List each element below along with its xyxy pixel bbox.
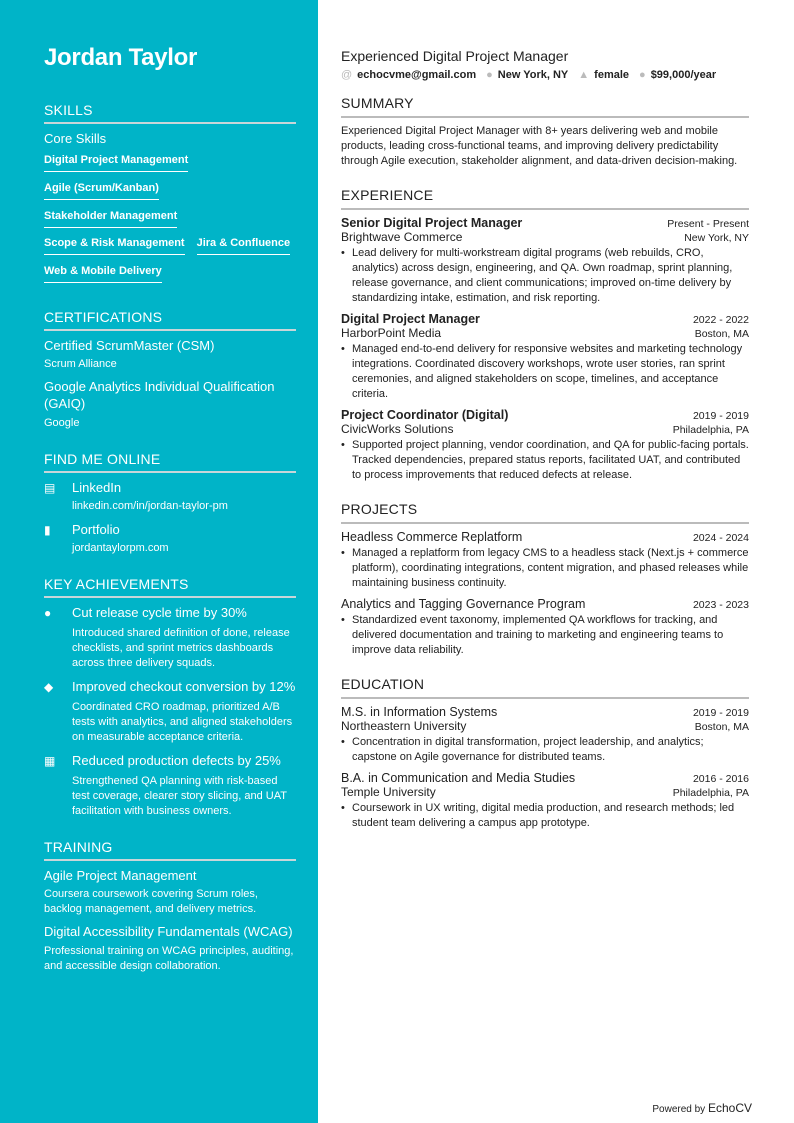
experience-item <box>341 312 749 402</box>
job-title: Project Coordinator (Digital) <box>341 408 509 422</box>
education-heading: EDUCATION <box>341 676 749 699</box>
job-bullet: • Supported project planning, vendor coordination, and QA for public-facing portals. Tracked dependencies, prepared status reports, facilitated UAT, and contributed to process improvements that reduced defects at release. <box>341 438 749 483</box>
achievement-title: Improved checkout conversion by 12% <box>72 679 296 694</box>
achievement-desc: Introduced shared definition of done, release checklists, and sprint metrics dashboards across three delivery squads. <box>72 627 290 669</box>
training-name: Agile Project Management <box>44 868 197 883</box>
skill-tags <box>44 150 296 289</box>
location: New York, NY <box>497 69 569 81</box>
edu-dates: 2016 - 2016 <box>692 773 749 785</box>
bar-chart-icon: ▮ <box>44 523 51 537</box>
training-desc: Professional training on WCAG principles, auditing, and accessible design collaboration. <box>44 945 294 972</box>
online-linkedin <box>44 480 296 514</box>
skill-tag: Digital Project Management <box>44 151 188 172</box>
achievement-title: Reduced production defects by 25% <box>72 753 281 768</box>
project-dates: 2024 - 2024 <box>692 532 749 544</box>
education-section <box>341 676 749 831</box>
job-location: Philadelphia, PA <box>672 424 749 436</box>
certifications-section <box>44 309 296 431</box>
cert-issuer: Scrum Alliance <box>44 358 117 370</box>
certifications-heading: CERTIFICATIONS <box>44 309 296 331</box>
projects-heading: PROJECTS <box>341 501 749 524</box>
achievement-item <box>44 753 296 819</box>
email[interactable]: echocvme@gmail.com <box>357 69 477 81</box>
project-name: Analytics and Tagging Governance Program <box>341 597 586 611</box>
job-location: Boston, MA <box>694 328 749 340</box>
edu-location: Philadelphia, PA <box>672 787 749 799</box>
skill-tag: Jira & Confluence <box>197 234 291 255</box>
company: CivicWorks Solutions <box>341 422 454 436</box>
graduation-cap-icon: ◆ <box>44 680 54 694</box>
job-bullet: • Managed end-to-end delivery for responsive websites and marketing technology integrations. Coordinated discovery workshops, wrote user stories, ran sprint ceremonies, and aligned stakeholders on scope, timelines, and acceptance criteria. <box>341 342 749 402</box>
salary: $99,000/year <box>650 69 717 81</box>
online-section <box>44 451 296 556</box>
degree: B.A. in Communication and Media Studies <box>341 771 576 785</box>
experience-item <box>341 216 749 306</box>
main-content <box>341 48 749 849</box>
cert-name: Google Analytics Individual Qualification (GAIQ) <box>44 379 275 411</box>
edu-bullet: • Concentration in digital transformation, project leadership, and analytics; capstone on Agile governance for distributed teams. <box>341 735 749 765</box>
experience-section <box>341 187 749 483</box>
headline: Experienced Digital Project Manager <box>341 48 569 64</box>
training-section <box>44 839 296 974</box>
achievements-section <box>44 576 296 819</box>
achievement-desc: Strengthened QA planning with risk-based test coverage, clearer story slicing, and UAT facilitation with business owners. <box>72 775 287 817</box>
candidate-name: Jordan Taylor <box>44 44 198 71</box>
project-dates: 2023 - 2023 <box>692 599 749 611</box>
coin-icon: ● <box>44 606 52 620</box>
project-item <box>341 530 749 591</box>
at-icon: @ <box>341 69 353 81</box>
person-icon: ▲ <box>578 69 590 81</box>
achievements-heading: KEY ACHIEVEMENTS <box>44 576 296 598</box>
powered-by <box>652 1101 752 1115</box>
location-pin-icon: ● <box>486 69 493 81</box>
edu-bullet: • Coursework in UX writing, digital media production, and research methods; led student team delivering a campus app prototype. <box>341 801 749 831</box>
skills-section <box>44 102 296 289</box>
skill-tag: Web & Mobile Delivery <box>44 262 162 283</box>
edu-dates: 2019 - 2019 <box>692 707 749 719</box>
online-portfolio <box>44 522 296 556</box>
experience-heading: EXPERIENCE <box>341 187 749 210</box>
skills-group: Core Skills <box>44 131 107 146</box>
company: Brightwave Commerce <box>341 230 463 244</box>
achievement-title: Cut release cycle time by 30% <box>72 605 247 620</box>
skills-heading: SKILLS <box>44 102 296 124</box>
summary-text: Experienced Digital Project Manager with 8+ years delivering web and mobile products, leading cross-functional teams, and improving delivery predictability through Agile execution, stakeholder alignment, and data-driven decision-making. <box>341 125 738 167</box>
job-dates: Present - Present <box>667 218 749 230</box>
training-desc: Coursera coursework covering Scrum roles, backlog management, and delivery metrics. <box>44 888 258 915</box>
school: Temple University <box>341 785 436 799</box>
job-dates: 2019 - 2019 <box>692 410 749 422</box>
job-title: Senior Digital Project Manager <box>341 216 523 230</box>
skill-tag: Agile (Scrum/Kanban) <box>44 179 159 200</box>
job-dates: 2022 - 2022 <box>692 314 749 326</box>
education-item <box>341 705 749 765</box>
achievement-item <box>44 679 296 745</box>
summary-heading: SUMMARY <box>341 95 749 118</box>
project-name: Headless Commerce Replatform <box>341 530 523 544</box>
experience-item <box>341 408 749 483</box>
summary-section <box>341 95 749 169</box>
project-item <box>341 597 749 658</box>
school: Northeastern University <box>341 719 467 733</box>
training-heading: TRAINING <box>44 839 296 861</box>
skill-tag: Stakeholder Management <box>44 207 177 228</box>
cert-name: Certified ScrumMaster (CSM) <box>44 338 215 353</box>
job-location: New York, NY <box>684 232 749 244</box>
online-heading: FIND ME ONLINE <box>44 451 296 473</box>
online-label: LinkedIn <box>72 480 122 495</box>
project-bullet: • Managed a replatform from legacy CMS to a headless stack (Next.js + commerce platform), coordinating integrations, content migration, and phased releases while maintaining business continuity. <box>341 546 749 591</box>
sidebar <box>0 0 318 1123</box>
achievement-item <box>44 605 296 671</box>
company: HarborPoint Media <box>341 326 442 340</box>
education-item <box>341 771 749 831</box>
money-icon: ● <box>639 69 646 81</box>
training-name: Digital Accessibility Fundamentals (WCAG) <box>44 924 293 939</box>
contact-bar <box>341 69 749 81</box>
powered-label: Powered by <box>652 1104 706 1115</box>
building-icon: ▦ <box>44 754 56 768</box>
projects-section <box>341 501 749 658</box>
edu-location: Boston, MA <box>694 721 749 733</box>
skill-tag: Scope & Risk Management <box>44 234 185 255</box>
achievement-desc: Coordinated CRO roadmap, prioritized A/B tests with analytics, and aligned stakeholders on measurable acceptance criteria. <box>72 701 293 743</box>
portfolio-link[interactable]: jordantaylorpm.com <box>72 542 169 554</box>
cert-issuer: Google <box>44 417 80 429</box>
gender: female <box>594 69 630 81</box>
project-bullet: • Standardized event taxonomy, implemented QA workflows for tracking, and delivered documentation and training to marketing and engineering teams to improve data reliability. <box>341 613 749 658</box>
job-title: Digital Project Manager <box>341 312 480 326</box>
online-label: Portfolio <box>72 522 120 537</box>
job-bullet: • Lead delivery for multi-workstream digital programs (web rebuilds, CRO, analytics) across design, engineering, and QA. Own roadmap, sprint planning, release governance, and client communications; improved on-time delivery by standardizing intake, estimation, and risk reporting. <box>341 246 749 306</box>
document-icon: ▤ <box>44 481 56 495</box>
linkedin-link[interactable]: linkedin.com/in/jordan-taylor-pm <box>72 500 228 512</box>
degree: M.S. in Information Systems <box>341 705 498 719</box>
brand-logo[interactable]: EchoCV <box>707 1101 752 1115</box>
